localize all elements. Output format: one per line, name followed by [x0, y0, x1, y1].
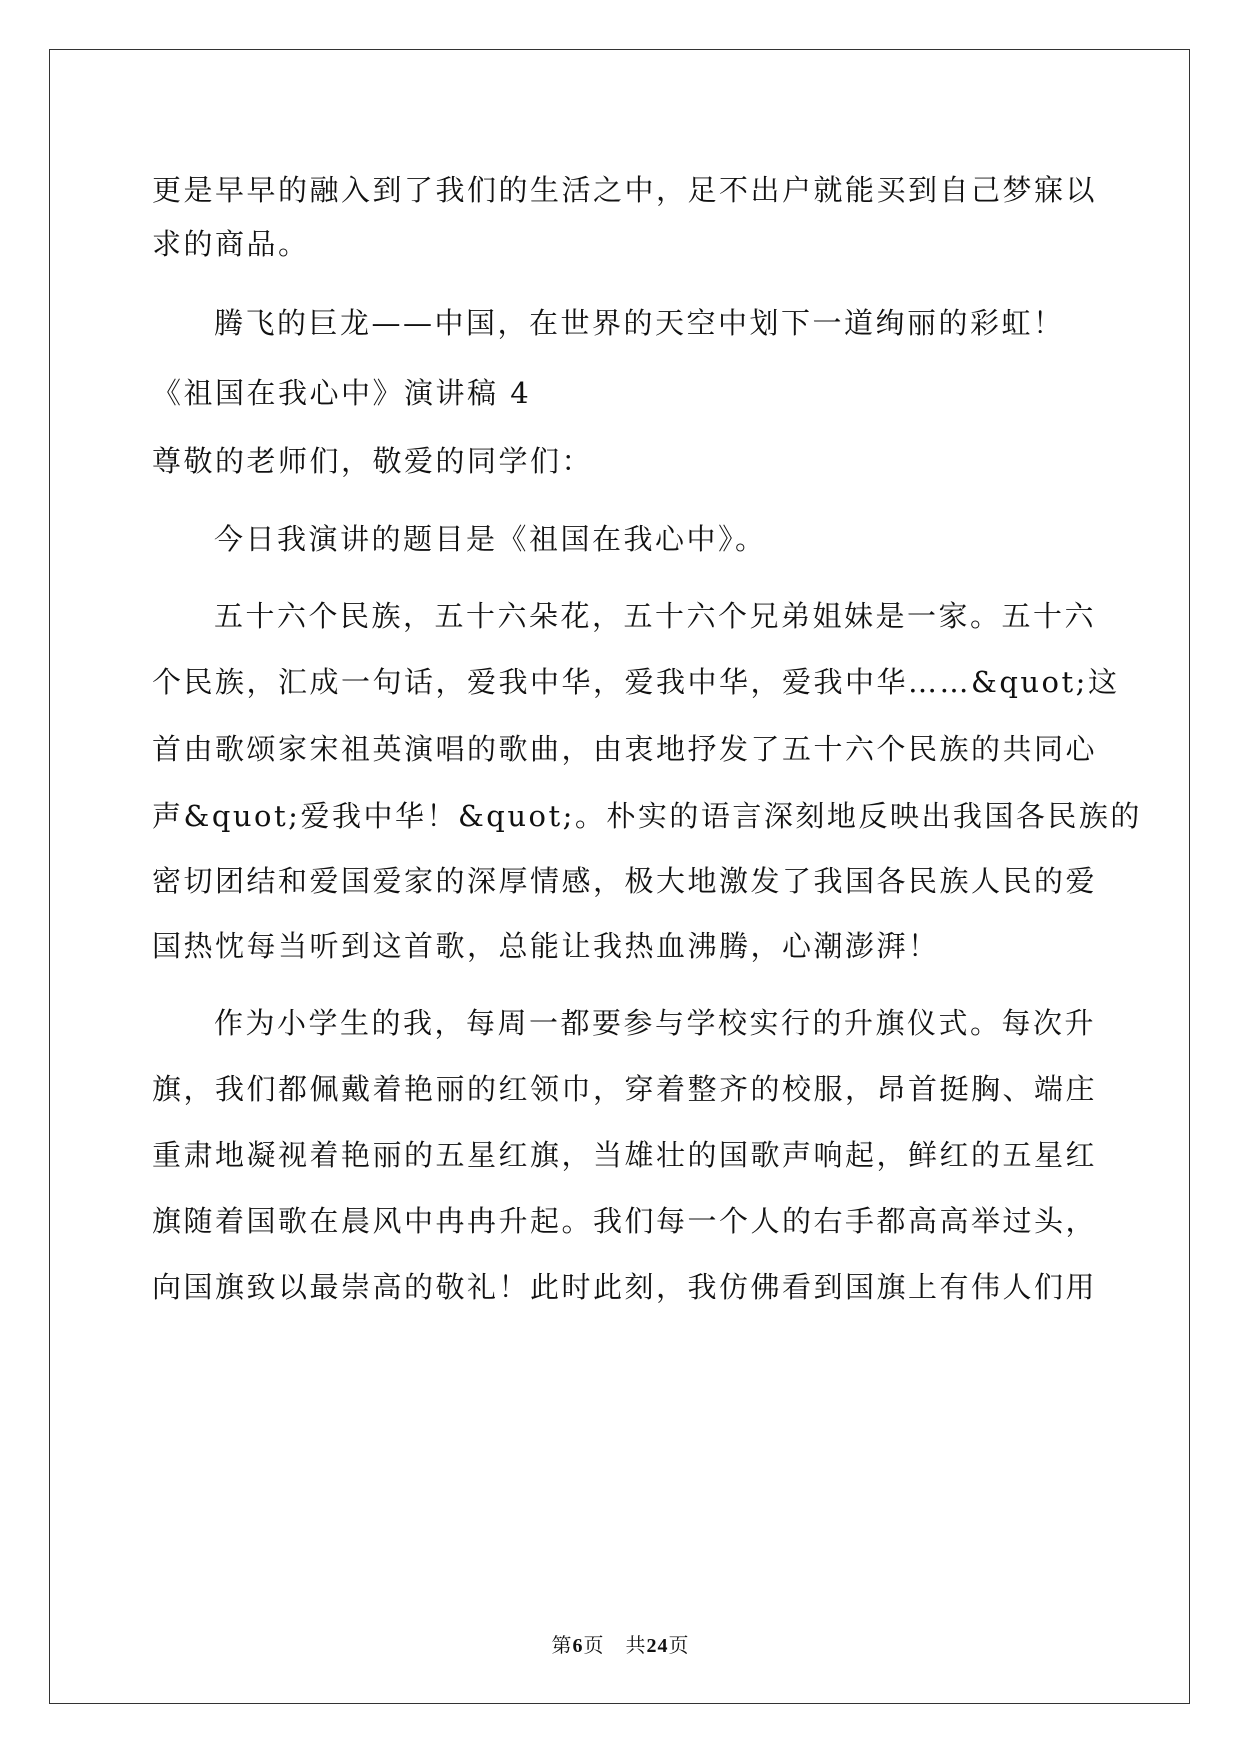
body-line-11: 密切团结和爱国爱家的深厚情感，极大地激发了我国各民族人民的爱 — [152, 864, 1098, 898]
page-footer — [0, 1632, 1241, 1659]
body-line-10: 声&quot;爱我中华！&quot;。朴实的语言深刻地反映出我国各民族的 — [152, 799, 1142, 833]
body-line-9: 首由歌颂家宋祖英演唱的歌曲，由衷地抒发了五十六个民族的共同心 — [152, 732, 1098, 766]
body-line-13: 作为小学生的我，每周一都要参与学校实行的升旗仪式。每次升 — [214, 1006, 1097, 1040]
body-line-8: 个民族，汇成一句话，爱我中华，爱我中华，爱我中华……&quot;这 — [152, 665, 1120, 699]
body-line-1: 更是早早的融入到了我们的生活之中，足不出户就能买到自己梦寐以 — [152, 173, 1098, 207]
footer-mid: 页 共 — [583, 1633, 647, 1657]
body-line-14: 旗，我们都佩戴着艳丽的红领巾，穿着整齐的校服，昂首挺胸、端庄 — [152, 1072, 1098, 1106]
body-line-3: 腾飞的巨龙——中国，在世界的天空中划下一道绚丽的彩虹！ — [214, 306, 1065, 340]
body-line-6: 今日我演讲的题目是《祖国在我心中》。 — [214, 522, 767, 556]
section-heading: 《祖国在我心中》演讲稿 4 — [152, 376, 532, 410]
total-page-number: 24 — [646, 1635, 669, 1657]
footer-prefix: 第 — [551, 1633, 573, 1657]
footer-suffix: 页 — [668, 1633, 690, 1657]
body-line-2: 求的商品。 — [152, 227, 310, 261]
body-line-17: 向国旗致以最崇高的敬礼！此时此刻，我仿佛看到国旗上有伟人们用 — [152, 1270, 1098, 1304]
body-line-15: 重肃地凝视着艳丽的五星红旗，当雄壮的国歌声响起，鲜红的五星红 — [152, 1138, 1098, 1172]
salutation: 尊敬的老师们，敬爱的同学们： — [152, 444, 594, 478]
body-line-16: 旗随着国歌在晨风中冉冉升起。我们每一个人的右手都高高举过头， — [152, 1204, 1098, 1238]
current-page-number: 6 — [572, 1635, 584, 1657]
body-line-7: 五十六个民族，五十六朵花，五十六个兄弟姐妹是一家。五十六 — [214, 599, 1097, 633]
body-line-12: 国热忱每当听到这首歌，总能让我热血沸腾，心潮澎湃！ — [152, 929, 940, 963]
